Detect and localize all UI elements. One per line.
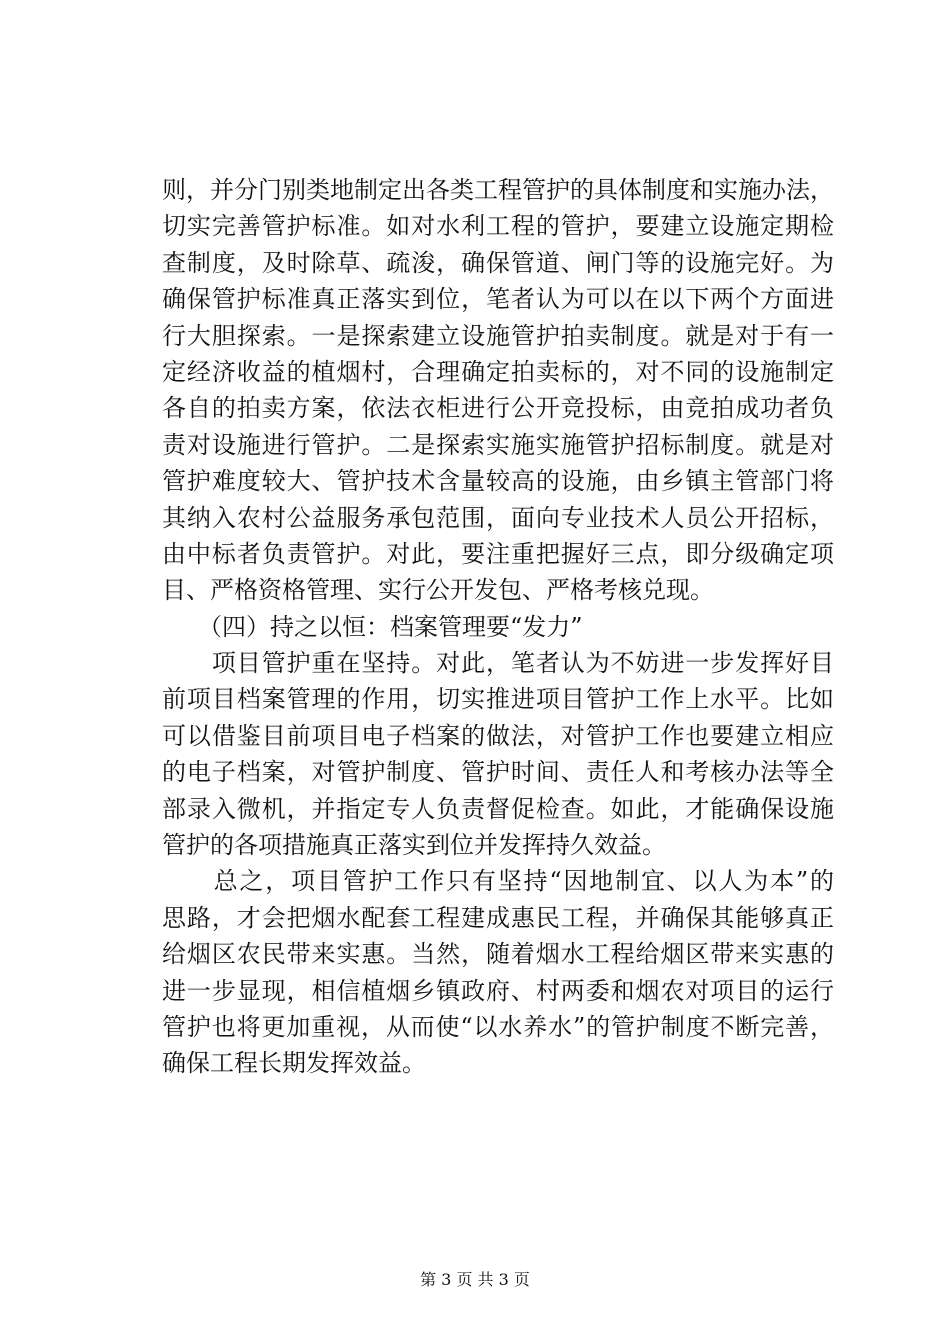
text-line: 项目管护重在坚持。对此，笔者认为不妨进一步发挥好目 — [162, 649, 834, 678]
text-line: 的电子档案，对管护制度、管护时间、责任人和考核办法等全 — [162, 758, 834, 787]
text-line: 确保工程长期发挥效益。 — [162, 1049, 426, 1078]
text-line: 则，并分门别类地制定出各类工程管护的具体制度和实施办法， — [162, 176, 834, 204]
text-line: 部录入微机，并指定专人负责督促检查。如此，才能确保设施 — [162, 794, 834, 823]
text-line: 目、严格资格管理、实行公开发包、严格考核兑现。 — [162, 576, 714, 605]
text-line: 定经济收益的植烟村，合理确定拍卖标的，对不同的设施制定 — [162, 357, 834, 386]
text-line: 责对设施进行管护。二是探索实施实施管护招标制度。就是对 — [162, 430, 834, 459]
page-number-footer: 第 3 页 共 3 页 — [420, 1270, 530, 1289]
document-body — [162, 172, 834, 1082]
text-line: 管护难度较大、管护技术含量较高的设施，由乡镇主管部门将 — [162, 467, 834, 496]
text-line: 确保管护标准真正落实到位，笔者认为可以在以下两个方面进 — [162, 285, 834, 314]
text-line: （四）持之以恒：档案管理要“发力” — [162, 612, 583, 641]
text-line: 管护也将更加重视，从而使“以水养水”的管护制度不断完善， — [162, 1012, 834, 1041]
text-line: 给烟区农民带来实惠。当然，随着烟水工程给烟区带来实惠的 — [162, 940, 834, 969]
text-line: 各自的拍卖方案，依法衣柜进行公开竞投标，由竞拍成功者负 — [162, 394, 834, 423]
text-line: 其纳入农村公益服务承包范围，面向专业技术人员公开招标， — [162, 503, 834, 532]
text-line: 由中标者负责管护。对此，要注重把握好三点，即分级确定项 — [162, 539, 834, 568]
text-line: 切实完善管护标准。如对水利工程的管护，要建立设施定期检 — [162, 212, 834, 241]
text-line: 可以借鉴目前项目电子档案的做法，对管护工作也要建立相应 — [162, 721, 834, 750]
text-line: 总之，项目管护工作只有坚持“因地制宜、以人为本”的 — [162, 867, 834, 896]
text-line: 行大胆探索。一是探索建立设施管护拍卖制度。就是对于有一 — [162, 321, 834, 350]
text-line: 进一步显现，相信植烟乡镇政府、村两委和烟农对项目的运行 — [162, 976, 834, 1005]
text-line: 管护的各项措施真正落实到位并发挥持久效益。 — [162, 831, 666, 860]
text-line: 思路，才会把烟水配套工程建成惠民工程，并确保其能够真正 — [162, 903, 834, 932]
text-line: 查制度，及时除草、疏浚，确保管道、闸门等的设施完好。为 — [162, 248, 834, 277]
text-line: 前项目档案管理的作用，切实推进项目管护工作上水平。比如 — [162, 685, 834, 714]
